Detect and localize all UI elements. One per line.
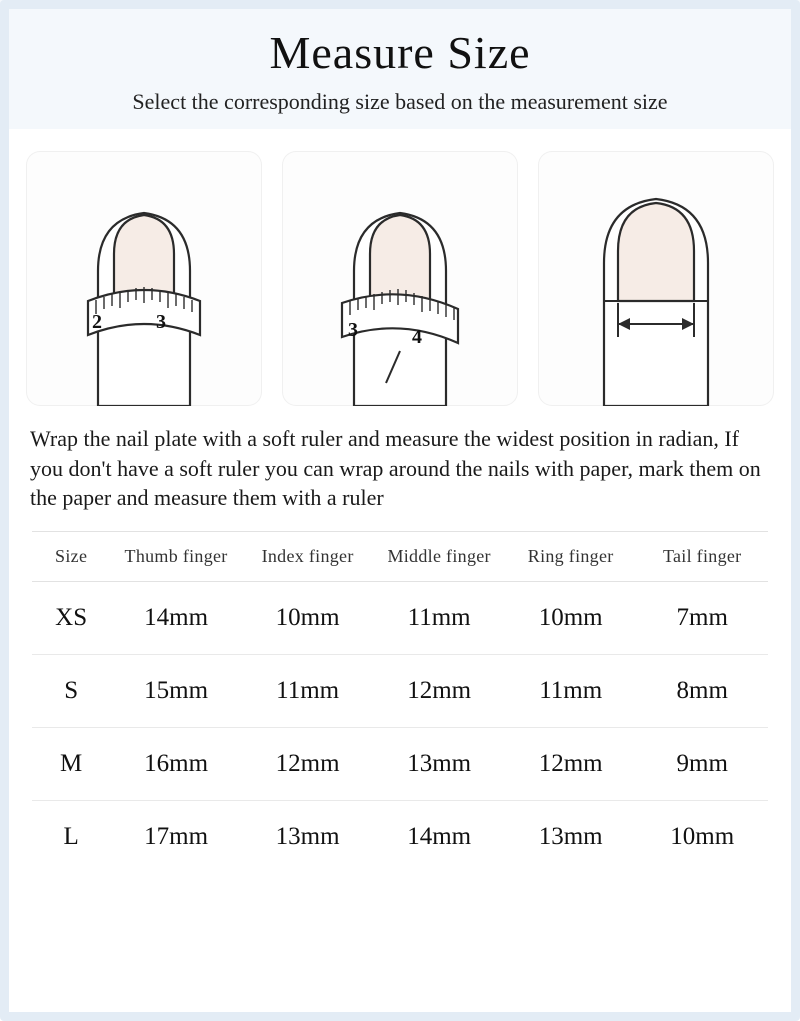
ruler-mark-left: 2: [92, 311, 102, 333]
cell-middle: 12mm: [407, 677, 472, 705]
table-row: [32, 582, 768, 655]
ruler-mark-left: 3: [348, 319, 358, 341]
cell-ring: 11mm: [539, 677, 603, 705]
header: [0, 0, 800, 129]
cell-index: 10mm: [275, 604, 340, 632]
cell-index: 12mm: [275, 750, 340, 778]
ruler-mark-right: 4: [412, 326, 422, 348]
cell-thumb: 15mm: [144, 677, 209, 705]
nail-width-arrow-icon: [538, 151, 774, 406]
cell-ring: 10mm: [538, 604, 603, 632]
cell-ring: 13mm: [538, 823, 603, 851]
table-header-middle: Middle finger: [387, 546, 491, 567]
table-row: [32, 801, 768, 874]
cell-tail: 9mm: [676, 750, 728, 778]
table-row: [32, 655, 768, 728]
cell-middle: 11mm: [407, 604, 471, 632]
page-subtitle: Select the corresponding size based on the measurement size: [132, 89, 668, 114]
cell-thumb: 17mm: [144, 823, 209, 851]
nail-ruler-center-icon: [282, 151, 518, 406]
cell-middle: 13mm: [407, 750, 472, 778]
table-header-row: [32, 532, 768, 582]
cell-size: L: [63, 823, 79, 851]
cell-thumb: 16mm: [144, 750, 209, 778]
cell-middle: 14mm: [407, 823, 472, 851]
cell-index: 11mm: [276, 677, 340, 705]
cell-size: S: [64, 677, 79, 705]
illustration-row: [0, 129, 800, 412]
instructions-text: Wrap the nail plate with a soft ruler and measure the widest position in radian, If you don't have a soft ruler you can wrap around the nails with paper, mark them on the paper and measure them with a ruler: [30, 426, 761, 511]
cell-ring: 12mm: [538, 750, 603, 778]
nail-ruler-left-icon: [26, 151, 262, 406]
page-title: Measure Size: [269, 27, 531, 78]
cell-tail: 8mm: [676, 677, 728, 705]
illustration-card-thumb-ruler: [26, 151, 262, 406]
cell-size: M: [60, 750, 83, 778]
table-header-ring: Ring finger: [527, 546, 614, 567]
cell-size: XS: [55, 604, 88, 632]
cell-index: 13mm: [275, 823, 340, 851]
illustration-card-width-arrow: [538, 151, 774, 406]
cell-tail: 7mm: [676, 604, 728, 632]
table-row: [32, 728, 768, 801]
table-header-size: Size: [55, 546, 88, 567]
cell-thumb: 14mm: [144, 604, 209, 632]
ruler-mark-right: 3: [156, 311, 166, 333]
table-header-thumb: Thumb finger: [124, 546, 228, 567]
table-header-index: Index finger: [261, 546, 354, 567]
cell-tail: 10mm: [670, 823, 735, 851]
illustration-card-index-ruler: [282, 151, 518, 406]
size-table: [32, 531, 768, 873]
table-header-tail: Tail finger: [662, 546, 742, 567]
